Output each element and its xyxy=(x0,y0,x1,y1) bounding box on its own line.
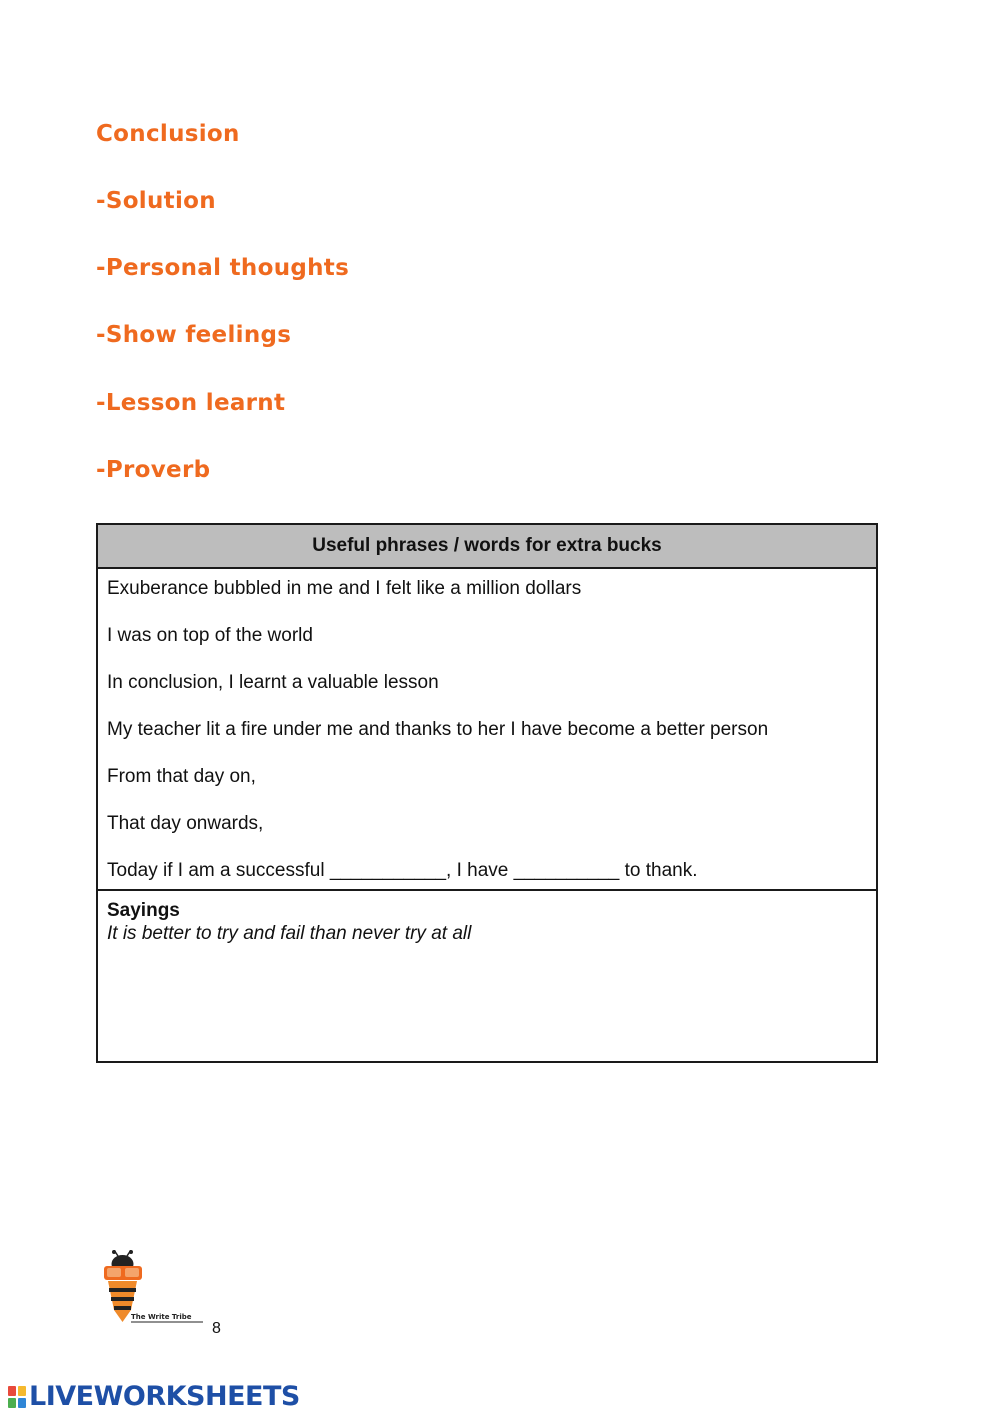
sayings-title: Sayings xyxy=(107,900,180,921)
liveworksheets-brand: LIVEWORKSHEETS xyxy=(29,1381,300,1412)
write-tribe-bee-logo xyxy=(100,1250,206,1330)
liveworksheets-blocks-icon xyxy=(8,1386,26,1408)
heading-conclusion: Conclusion xyxy=(96,121,240,147)
phrase-item: Exuberance bubbled in me and I felt like a million dollars xyxy=(107,578,582,599)
phrase-item: I was on top of the world xyxy=(107,625,313,646)
heading-lesson-learnt: -Lesson learnt xyxy=(96,390,286,416)
heading-show-feelings: -Show feelings xyxy=(96,322,292,348)
sayings-cell xyxy=(98,891,876,955)
phrase-item: That day onwards, xyxy=(107,813,264,834)
phrase-item: From that day on, xyxy=(107,766,256,787)
phrase-item: My teacher lit a fire under me and thanks to her I have become a better person xyxy=(107,719,769,740)
phrase-item: Today if I am a successful ___________, I have __________ to thank. xyxy=(107,860,698,881)
page-number: 8 xyxy=(212,1320,221,1337)
table-header: Useful phrases / words for extra bucks xyxy=(98,525,876,569)
heading-solution: -Solution xyxy=(96,188,216,214)
liveworksheets-logo[interactable] xyxy=(8,1381,300,1412)
sayings-text: It is better to try and fail than never try at all xyxy=(107,923,472,944)
logo-text: The Write Tribe xyxy=(131,1313,192,1321)
heading-personal-thoughts: -Personal thoughts xyxy=(96,255,350,281)
phrases-list xyxy=(98,569,876,891)
phrase-item: In conclusion, I learnt a valuable lesson xyxy=(107,672,439,693)
heading-proverb: -Proverb xyxy=(96,457,211,483)
useful-phrases-table xyxy=(96,523,878,1063)
